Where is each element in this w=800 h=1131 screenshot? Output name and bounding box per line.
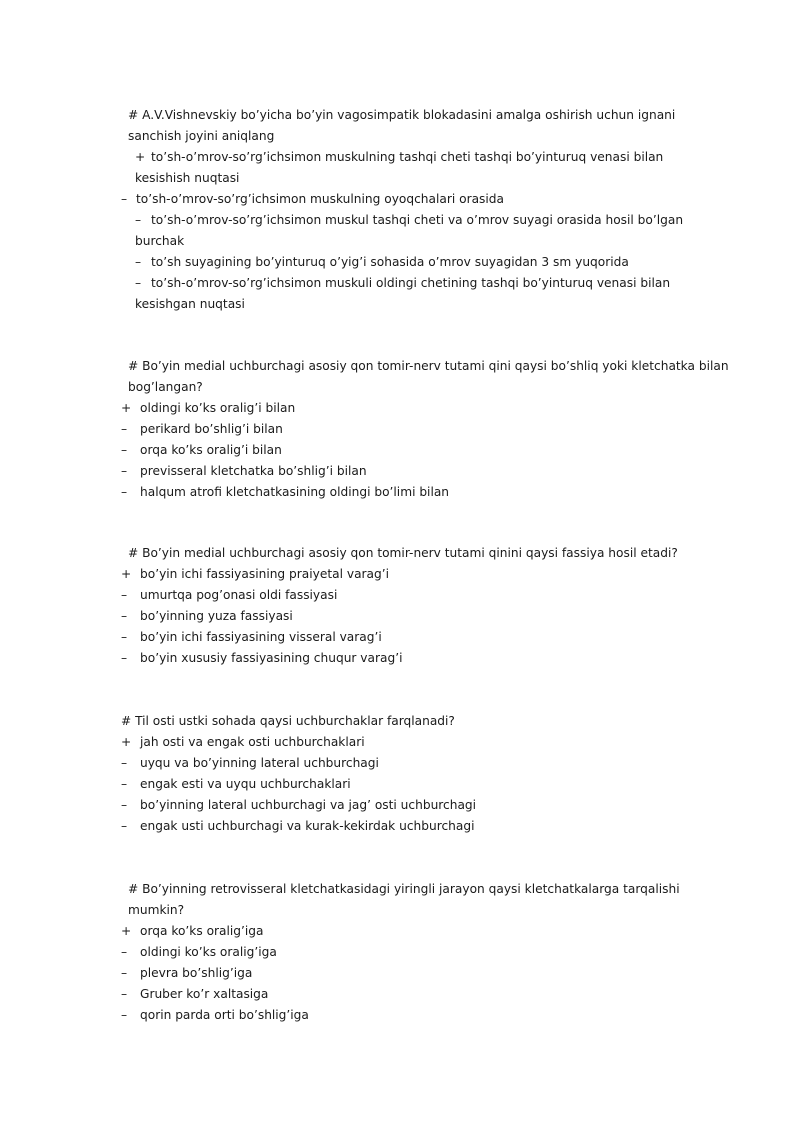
incorrect-mark: – <box>121 651 128 665</box>
answer-option <box>0 252 800 273</box>
answer-text: to’sh suyagining bo’yinturuq o’yig’i sohasida o’mrov suyagidan 3 sm yuqorida <box>151 255 629 269</box>
incorrect-mark: – <box>121 609 128 623</box>
answer-text: to’sh-o’mrov-so’rg’ichsimon muskuli oldingi chetining tashqi bo’yinturuq venasi bilan <box>151 276 671 290</box>
answer-option <box>0 210 800 231</box>
question-text-continued: mumkin? <box>128 903 185 917</box>
answer-text: orqa ko’ks oralig’i bilan <box>140 443 282 457</box>
answer-text: halqum atrofi kletchatkasining oldingi bo’limi bilan <box>140 485 450 499</box>
answer-option <box>0 606 800 627</box>
answer-option <box>0 1005 800 1026</box>
answer-option <box>0 482 800 503</box>
answer-option <box>0 440 800 461</box>
question-block-2 <box>0 356 800 503</box>
answer-option <box>0 585 800 606</box>
incorrect-mark: – <box>121 1008 128 1022</box>
answer-option <box>0 627 800 648</box>
answer-text: plevra bo’shlig’iga <box>140 966 253 980</box>
correct-mark: + <box>121 401 132 415</box>
answer-text: perikard bo’shlig’i bilan <box>140 422 283 436</box>
question-text: # Til osti ustki sohada qaysi uchburchaklar farqlanadi? <box>121 714 455 728</box>
answer-option <box>0 984 800 1005</box>
answer-text: previsseral kletchatka bo’shlig’i bilan <box>140 464 367 478</box>
question-text: # A.V.Vishnevskiy bo’yicha bo’yin vagosimpatik blokadasini amalga oshirish uchun ignani <box>128 108 676 122</box>
answer-text-continued: burchak <box>135 234 185 248</box>
question-block-5 <box>0 879 800 1026</box>
incorrect-mark: – <box>135 276 142 290</box>
answer-option <box>0 273 800 294</box>
incorrect-mark: – <box>121 588 128 602</box>
incorrect-mark: – <box>121 192 128 206</box>
answer-option-correct <box>0 921 800 942</box>
answer-text: to’sh-o’mrov-so’rg’ichsimon muskul tashqi cheti va o’mrov suyagi orasida hosil bo’lgan <box>151 213 684 227</box>
answer-option-correct <box>0 564 800 585</box>
incorrect-mark: – <box>121 464 128 478</box>
incorrect-mark: – <box>135 255 142 269</box>
incorrect-mark: – <box>121 819 128 833</box>
answer-text: uyqu va bo’yinning lateral uchburchagi <box>140 756 379 770</box>
answer-option <box>0 795 800 816</box>
question-text: # Bo’yin medial uchburchagi asosiy qon tomir-nerv tutami qinini qaysi fassiya hosil etadi? <box>128 546 678 560</box>
question-block-4 <box>0 711 800 837</box>
answer-text: umurtqa pog’onasi oldi fassiyasi <box>140 588 338 602</box>
answer-text: bo’yin ichi fassiyasining praiyetal varag’i <box>140 567 390 581</box>
answer-text: oldingi ko’ks oralig’iga <box>140 945 277 959</box>
answer-option <box>0 774 800 795</box>
incorrect-mark: – <box>121 966 128 980</box>
question-text: # Bo’yinning retrovisseral kletchatkasidagi yiringli jarayon qaysi kletchatkalarga tarqalishi <box>128 882 680 896</box>
question-block-1 <box>0 105 800 315</box>
answer-text-continued: kesishish nuqtasi <box>135 171 240 185</box>
incorrect-mark: – <box>121 798 128 812</box>
incorrect-mark: – <box>135 213 142 227</box>
answer-option-correct <box>0 398 800 419</box>
answer-text: bo’yin xususiy fassiyasining chuqur varag’i <box>140 651 403 665</box>
incorrect-mark: – <box>121 630 128 644</box>
incorrect-mark: – <box>121 485 128 499</box>
answer-option <box>0 942 800 963</box>
correct-mark: + <box>135 150 146 164</box>
answer-option <box>0 816 800 837</box>
answer-text: Gruber ko’r xaltasiga <box>140 987 269 1001</box>
answer-text: bo’yin ichi fassiyasining visseral varag’i <box>140 630 382 644</box>
incorrect-mark: – <box>121 756 128 770</box>
incorrect-mark: – <box>121 987 128 1001</box>
incorrect-mark: – <box>121 422 128 436</box>
answer-text: bo’yinning lateral uchburchagi va jag’ osti uchburchagi <box>140 798 477 812</box>
answer-text: oldingi ko’ks oralig’i bilan <box>140 401 296 415</box>
answer-text: jah osti va engak osti uchburchaklari <box>140 735 365 749</box>
answer-text: to’sh-o’mrov-so’rg’ichsimon muskulning tashqi cheti tashqi bo’yinturuq venasi bilan <box>151 150 664 164</box>
answer-option <box>0 648 800 669</box>
answer-option <box>0 963 800 984</box>
answer-option <box>0 419 800 440</box>
question-text-continued: bog’langan? <box>128 380 203 394</box>
answer-text: engak usti uchburchagi va kurak-kekirdak uchburchagi <box>140 819 475 833</box>
answer-option <box>0 189 800 210</box>
question-text-continued: sanchish joyini aniqlang <box>128 129 275 143</box>
answer-option <box>0 461 800 482</box>
answer-option <box>0 753 800 774</box>
incorrect-mark: – <box>121 443 128 457</box>
answer-option-correct <box>0 147 800 168</box>
correct-mark: + <box>121 735 132 749</box>
question-text: # Bo’yin medial uchburchagi asosiy qon tomir-nerv tutami qini qaysi bo’shliq yoki kletchatka bilan <box>128 359 729 373</box>
correct-mark: + <box>121 567 132 581</box>
incorrect-mark: – <box>121 777 128 791</box>
incorrect-mark: – <box>121 945 128 959</box>
answer-option-correct <box>0 732 800 753</box>
correct-mark: + <box>121 924 132 938</box>
answer-text: bo’yinning yuza fassiyasi <box>140 609 293 623</box>
answer-text: to’sh-o’mrov-so’rg’ichsimon muskulning oyoqchalari orasida <box>136 192 504 206</box>
question-block-3 <box>0 543 800 669</box>
answer-text: orqa ko’ks oralig’iga <box>140 924 264 938</box>
answer-text-continued: kesishgan nuqtasi <box>135 297 245 311</box>
answer-text: qorin parda orti bo’shlig’iga <box>140 1008 309 1022</box>
answer-text: engak esti va uyqu uchburchaklari <box>140 777 351 791</box>
